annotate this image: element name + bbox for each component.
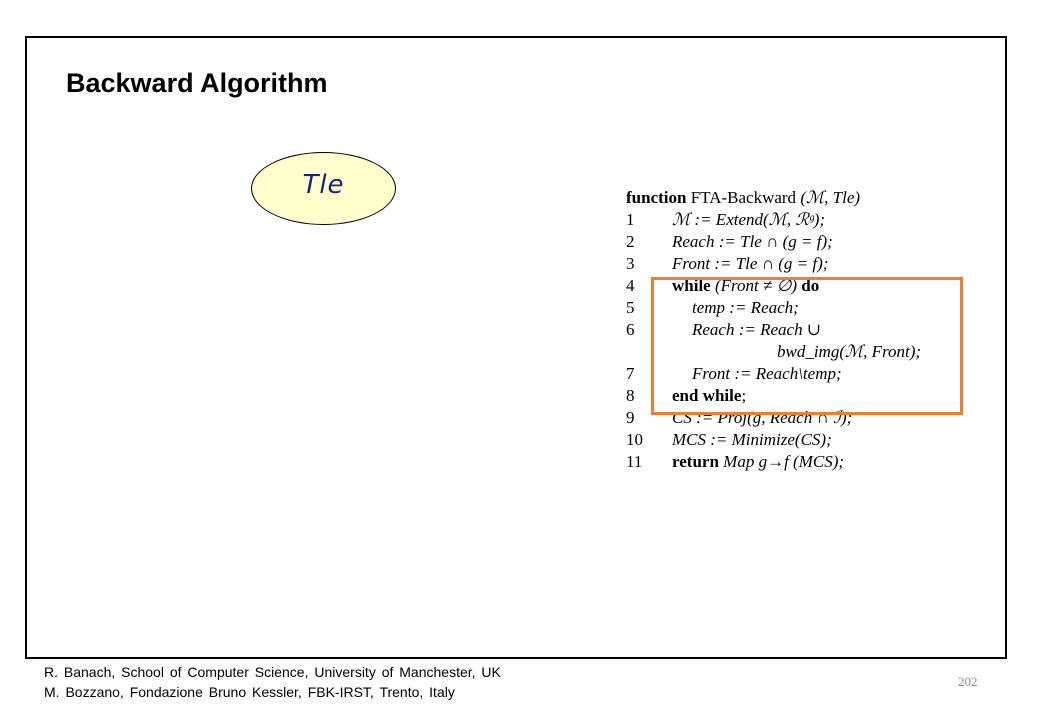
line-number: 2 [626, 232, 635, 251]
footer-author-1: R. Banach, School of Computer Science, University of Manchester, UK [44, 664, 501, 680]
line-code: temp := Reach; [692, 298, 799, 317]
line-number: 5 [626, 298, 635, 317]
line-code: bwd_img(ℳ, Front); [777, 342, 922, 361]
return-keyword: return [672, 452, 719, 471]
while-loop-highlight-box [651, 277, 963, 415]
algorithm-line [626, 209, 921, 231]
algorithm-line [626, 429, 921, 451]
line-number: 10 [626, 430, 643, 449]
line-number: 3 [626, 254, 635, 273]
line-code: CS := Proj(g, Reach ∩ ℐ); [672, 408, 853, 427]
do-keyword: do [801, 276, 820, 295]
line-number: 7 [626, 364, 635, 383]
footer-author-2: M. Bozzano, Fondazione Bruno Kessler, FBK-IRST, Trento, Italy [44, 684, 455, 700]
footer [44, 662, 501, 702]
function-name: FTA-Backward [690, 188, 797, 207]
function-args: (ℳ, Tle) [800, 188, 861, 207]
slide-title: Backward Algorithm [66, 68, 328, 98]
line-number: 11 [626, 452, 643, 471]
line-number: 9 [626, 408, 635, 427]
line-number: 1 [626, 210, 635, 229]
line-number: 4 [626, 276, 635, 295]
function-keyword: function [626, 188, 687, 207]
line-code: Front := Tle ∩ (g = f); [672, 254, 829, 273]
line-code: Map g→f (MCS); [723, 452, 845, 471]
algorithm-line [626, 253, 921, 275]
line-code: Reach := Tle ∩ (g = f); [672, 232, 833, 251]
tle-ellipse-label: Tle [302, 170, 345, 200]
line-code: MCS := Minimize(CS); [672, 430, 832, 449]
line-code: ℳ := Extend(ℳ, ℛᵍ); [672, 210, 826, 229]
algorithm-line [626, 451, 921, 473]
line-code: (Front ≠ ∅) [714, 276, 798, 295]
line-number: 8 [626, 386, 635, 405]
end-while-keyword: end while [672, 386, 742, 405]
tle-ellipse [251, 152, 396, 225]
line-number: 6 [626, 320, 635, 339]
line-code: Reach := Reach ∪ [692, 320, 822, 339]
algorithm-header [626, 187, 921, 209]
page-number: 202 [958, 674, 978, 689]
line-code: ; [741, 386, 747, 405]
algorithm-line [626, 231, 921, 253]
line-code: Front := Reach\temp; [692, 364, 842, 383]
while-keyword: while [672, 276, 711, 295]
